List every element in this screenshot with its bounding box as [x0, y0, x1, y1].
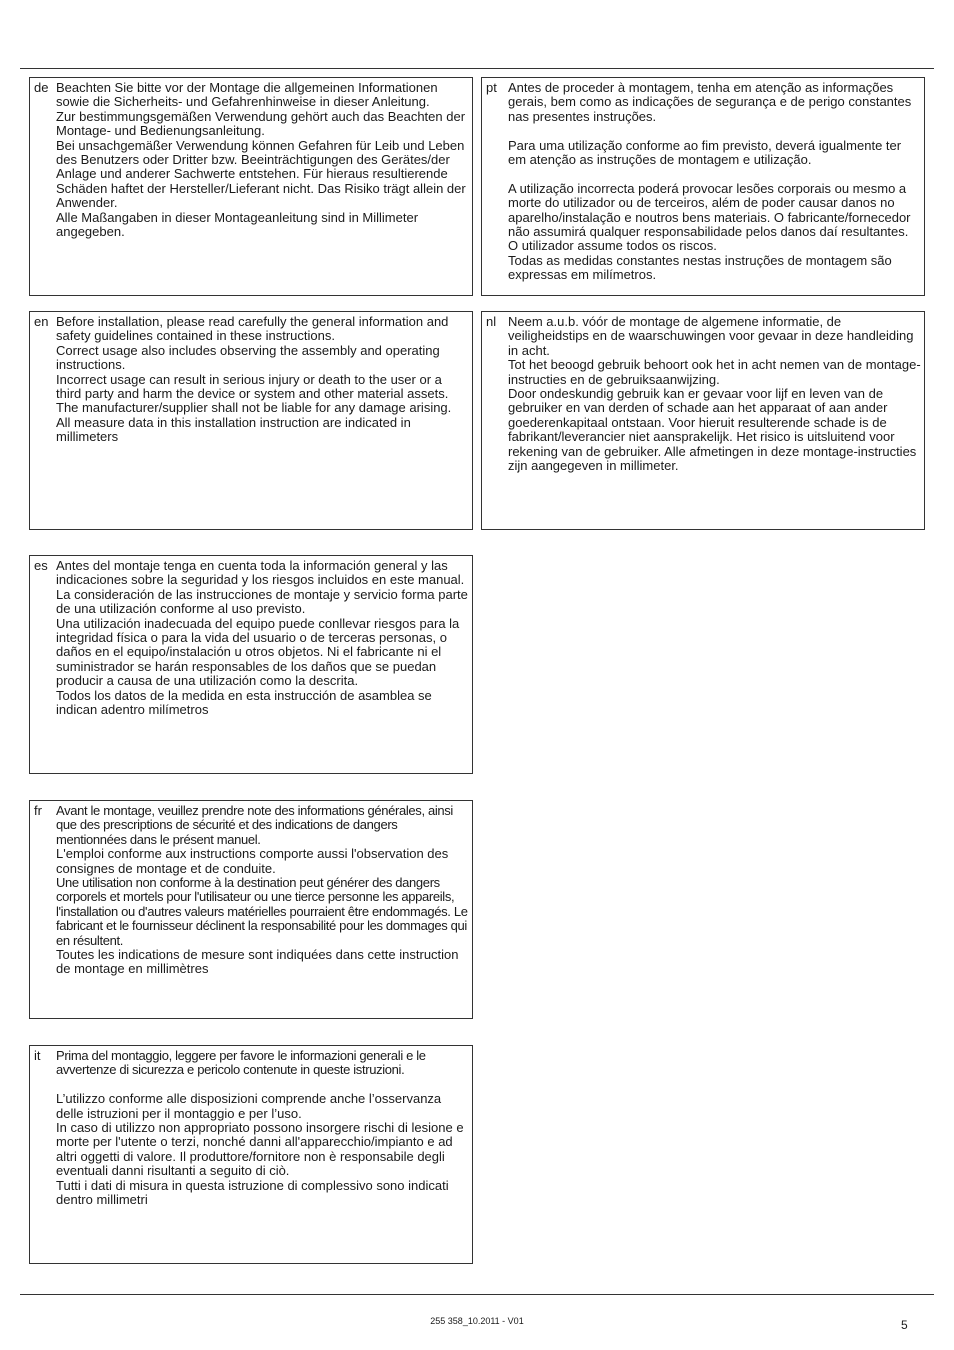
section-de [29, 77, 473, 296]
paragraph: In caso di utilizzo non appropriato possono insorgere rischi di lesione e morte per l'utente o terzi, nonché danni all'apparecchio/impianto e ad altri oggetti di valore. Il produttore/fornitore non è responsabile degli eventuali danni risultanti a seguito di ciò. [56, 1120, 464, 1179]
section-text [56, 559, 469, 717]
section-es [29, 555, 473, 774]
language-code: nl [486, 314, 497, 329]
paragraph: L’utilizzo conforme alle disposizioni comprende anche l’osservanza delle istruzioni per il montaggio e per l’uso. [56, 1091, 442, 1121]
paragraph: Neem a.u.b. vóór de montage de algemene informatie, de veiligheidstips en de waarschuwingen voor gevaar in deze handleiding in acht. [508, 314, 914, 358]
paragraph: La consideración de las instrucciones de montaje y servicio forma parte de una utilización conforme al uso previsto. [56, 586, 468, 617]
language-code: en [34, 314, 49, 329]
paragraph: Beachten Sie bitte vor der Montage die allgemeinen Informationen sowie die Sicherheits- und Gefahrenhinweise in dieser Anleitung. [56, 80, 438, 110]
paragraph: Toutes les indications de mesure sont indiquées dans cette instruction de montage en millimètres [56, 947, 459, 977]
page-number: 5 [901, 1318, 908, 1332]
paragraph: Before installation, please read carefully the general information and safety guidelines contained in these instructions. [56, 314, 449, 344]
section-text [56, 804, 469, 977]
paragraph: Prima del montaggio, leggere per favore le informazioni generali e le avvertenze di sicurezza e pericolo contenute in queste istruzioni. [56, 1048, 426, 1078]
section-en [29, 311, 473, 530]
section-text [56, 81, 469, 239]
section-fr [29, 800, 473, 1019]
section-text [508, 81, 921, 283]
paragraph: Une utilisation non conforme à la destination peut générer des dangers corporels et mortels pour l'utilisateur ou une tierce personne les appareils, l'installation ou d'autres valeurs matérielles pourraient être endommagés. Le fabricant et le fournisseur déclinent la responsabilité pour les dommages qui en résultent. [56, 875, 468, 948]
paragraph: All measure data in this installation instruction are indicated in millimeters [56, 414, 411, 445]
language-code: es [34, 558, 48, 573]
document-code: 255 358_10.2011 - V01 [430, 1316, 524, 1326]
section-text [508, 315, 921, 473]
bottom-rule [20, 1294, 934, 1295]
paragraph: Door ondeskundig gebruik kan er gevaar voor lijf en leven van de gebruiker en van derden of schade aan het apparaat of aan ander goederenkapitaal ontstaan. Voor hieruit resulterende schade is de fabrikant/leverancier niet aansprakelijk. Het risico is uitsluitend voor rekening van de gebruiker. Alle afmetingen in deze montage-instructies zijn aangegeven in millimeter. [508, 386, 917, 474]
paragraph: Incorrect usage can result in serious injury or death to the user or a third party and harm the device or system and other material assets. The manufacturer/supplier shall not be liable for any damage arising. [56, 371, 452, 416]
paragraph: Para uma utilização conforme ao fim previsto, deverá igualmente ter em atenção as instruções de montagem e utilização. [508, 137, 902, 168]
section-text [56, 315, 469, 445]
section-it [29, 1045, 473, 1264]
paragraph: A utilização incorrecta poderá provocar lesões corporais ou mesmo a morte do utilizador ou de terceiros, além de poder causar danos no aparelho/instalação e noutros bens materiais. O fabricante/fornecedor não assumirá qualquer responsabilidade pelos danos daí resultantes. O utilizador assume todos os riscos. [508, 180, 911, 254]
language-code: pt [486, 80, 497, 95]
section-text [56, 1049, 469, 1207]
paragraph: Todas as medidas constantes nestas instruções de montagem são expressas em milímetros. [508, 252, 892, 283]
paragraph: Correct usage also includes observing the assembly and operating instructions. [56, 342, 440, 373]
section-pt [481, 77, 925, 296]
language-code: fr [34, 803, 42, 818]
paragraph: Tot het beoogd gebruik behoort ook het in acht nemen van de montage-instructies en de gebruiksaanwijzing. [508, 357, 921, 387]
paragraph: Zur bestimmungsgemäßen Verwendung gehört auch das Beachten der Montage- und Bedienungsanleitung. [56, 108, 466, 139]
paragraph: Todos los datos de la medida en esta instrucción de asamblea se indican adentro milímetros [56, 687, 432, 718]
section-nl [481, 311, 925, 530]
paragraph: Avant le montage, veuillez prendre note des informations générales, ainsi que des prescriptions de sécurité et des indications de dangers mentionnées dans le présent manuel. [56, 803, 453, 847]
paragraph: Una utilización inadecuada del equipo puede conllevar riesgos para la integridad física o para la vida del usuario o de terceras personas, o daños en el equipo/instalación u otros objetos. Ni el fabricante ni el suministrador se harán responsables de los daños que se puedan producir a causa de una utilización como la descrita. [56, 615, 460, 689]
paragraph: Tutti i dati di misura in questa istruzione di complessivo sono indicati dentro millimetri [56, 1177, 449, 1208]
paragraph: L'emploi conforme aux instructions comporte aussi l'observation des consignes de montage et de conduite. [56, 846, 449, 876]
paragraph: Alle Maßangaben in dieser Montageanleitung sind in Millimeter angegeben. [56, 209, 419, 240]
paragraph: Bei unsachgemäßer Verwendung können Gefahren für Leib und Leben des Benutzers oder Dritter bzw. Beeinträchtigungen des Gerätes/der Anlage und anderer Sachwerte entstehen. Für hieraus resultierende Schäden haftet der Hersteller/Lieferant nicht. Das Risiko trägt allein der Anwender. [56, 137, 466, 211]
paragraph: Antes del montaje tenga en cuenta toda la información general y las indicaciones sobre la seguridad y los riesgos incluidos en este manual. [56, 558, 465, 588]
top-rule [20, 68, 934, 69]
paragraph: Antes de proceder à montagem, tenha em atenção as informações gerais, bem como as indicações de segurança e de perigo constantes nas presentes instruções. [508, 80, 912, 124]
language-code: it [34, 1048, 41, 1063]
language-code: de [34, 80, 49, 95]
